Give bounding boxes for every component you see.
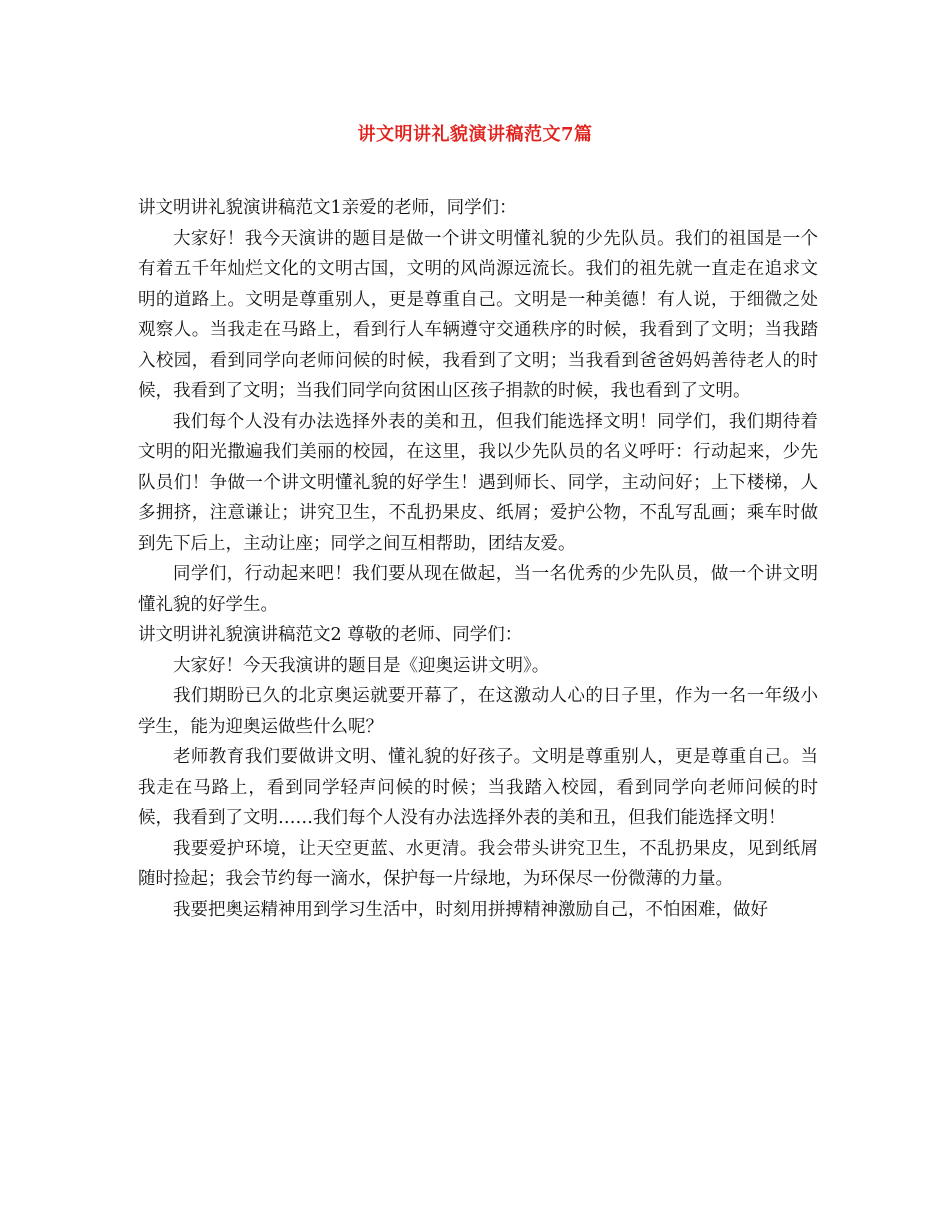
section-heading-1: 讲文明讲礼貌演讲稿范文1亲爱的老师，同学们：	[138, 198, 517, 218]
document-body	[138, 193, 818, 925]
document-title: 讲文明讲礼貌演讲稿范文7篇	[357, 124, 593, 145]
paragraph: 我要爱护环境，让天空更蓝、水更清。我会带头讲究卫生，不乱扔果皮，见到纸屑随时捡起；我会节约每一滴水，保护每一片绿地，为环保尽一份微薄的力量。	[138, 838, 818, 889]
paragraph: 大家好！今天我演讲的题目是《迎奥运讲文明》。	[173, 655, 550, 676]
paragraph: 大家好！我今天演讲的题目是做一个讲文明懂礼貌的少先队员。我们的祖国是一个有着五千年灿烂文化的文明古国，文明的风尚源远流长。我们的祖先就一直走在追求文明的道路上。文明是尊重别人，更是尊重自己。文明是一种美德！有人说，于细微之处观察人。当我走在马路上，看到行人车辆遵守交通秩序的时候，我看到了文明；当我踏入校园，看到同学向老师问候的时候，我看到了文明；当我看到爸爸妈妈善待老人的时候，我看到了文明；当我们同学向贫困山区孩子捐款的时候，我也看到了文明。	[138, 228, 818, 401]
paragraph: 我们期盼已久的北京奥运就要开幕了，在这激动人心的日子里，作为一名一年级小学生，能为迎奥运做些什么呢？	[138, 686, 818, 737]
paragraph: 老师教育我们要做讲文明、懂礼貌的好孩子。文明是尊重别人，更是尊重自己。当我走在马路上，看到同学轻声问候的时候；当我踏入校园，看到同学向老师问候的时候，我看到了文明……我们每个人没有办法选择外表的美和丑，但我们能选择文明！	[138, 747, 818, 828]
paragraph: 同学们，行动起来吧！我们要从现在做起，当一名优秀的少先队员，做一个讲文明懂礼貌的好学生。	[138, 564, 818, 615]
paragraph: 我们每个人没有办法选择外表的美和丑，但我们能选择文明！同学们，我们期待着文明的阳光撒遍我们美丽的校园，在这里，我以少先队员的名义呼吁：行动起来，少先队员们！争做一个讲文明懂礼貌的好学生！遇到师长、同学，主动问好；上下楼梯，人多拥挤，注意谦让；讲究卫生，不乱扔果皮、纸屑；爱护公物，不乱写乱画；乘车时做到先下后上，主动让座；同学之间互相帮助，团结友爱。	[138, 411, 818, 554]
paragraph: 我要把奥运精神用到学习生活中，时刻用拼搏精神激励自己，不怕困难，做好	[173, 899, 768, 920]
section-heading-2: 讲文明讲礼貌演讲稿范文2 尊敬的老师、同学们：	[138, 625, 523, 645]
